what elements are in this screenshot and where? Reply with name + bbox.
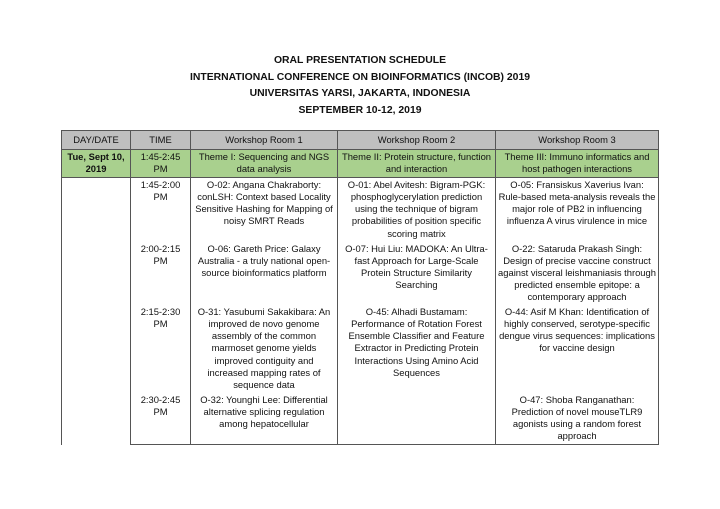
title-line-4: SEPTEMBER 10-12, 2019	[298, 104, 422, 116]
table-row	[62, 178, 659, 242]
header-day: DAY/DATE	[62, 131, 131, 150]
time-cell: 1:45-2:00 PM	[131, 178, 191, 242]
title-line-2: INTERNATIONAL CONFERENCE ON BIOINFORMATICS (INCOB) 2019	[189, 71, 531, 83]
header-time: TIME	[131, 131, 191, 150]
header-room-2: Workshop Room 2	[338, 131, 496, 150]
session-room-1: O-06: Gareth Price: Galaxy Australia - a truly national open-source bioinformatics platform	[191, 242, 338, 305]
table-row	[62, 242, 659, 305]
session-room-2: O-07: Hui Liu: MADOKA: An Ultra-fast Approach for Large-Scale Protein Structure Similarity Searching	[338, 242, 496, 305]
day-cell-empty	[62, 242, 131, 305]
session-room-2: O-45: Alhadi Bustamam: Performance of Rotation Forest Ensemble Classifier and Feature Extractor in Predicting Protein Interactions Using Amino Acid Sequences	[338, 305, 496, 393]
session-room-3: O-22: Sataruda Prakash Singh: Design of precise vaccine construct against visceral leishmaniasis through predicted ensemble epitope: a contemporary approach	[496, 242, 659, 305]
document-title	[0, 53, 720, 119]
table-row	[62, 393, 659, 445]
day-date-cell: Tue, Sept 10, 2019	[62, 150, 131, 178]
header-room-3: Workshop Room 3	[496, 131, 659, 150]
session-room-2: O-01: Abel Avitesh: Bigram-PGK: phosphoglycerylation prediction using the technique of bigram probabilities of position specific scoring matrix	[338, 178, 496, 242]
theme-row	[62, 150, 659, 178]
time-cell: 2:30-2:45 PM	[131, 393, 191, 445]
table-row	[62, 305, 659, 393]
header-row	[62, 131, 659, 150]
day-cell-empty	[62, 305, 131, 393]
theme-room-2: Theme II: Protein structure, function and interaction	[338, 150, 496, 178]
session-room-3: O-44: Asif M Khan: Identification of highly conserved, serotype-specific dengue virus sequences: implications for vaccine design	[496, 305, 659, 393]
time-cell: 2:00-2:15 PM	[131, 242, 191, 305]
schedule-table	[61, 130, 659, 445]
session-room-1: O-31: Yasubumi Sakakibara: An improved de novo genome assembly of the common marmoset genome yields improved contiguity and increased mapping rates of sequence data	[191, 305, 338, 393]
theme-room-3: Theme III: Immuno informatics and host pathogen interactions	[496, 150, 659, 178]
header-room-1: Workshop Room 1	[191, 131, 338, 150]
session-room-2	[338, 393, 496, 445]
session-room-3: O-05: Fransiskus Xaverius Ivan: Rule-based meta-analysis reveals the major role of PB2 in influencing influenza A virus virulence in mice	[496, 178, 659, 242]
title-line-3: UNIVERSITAS YARSI, JAKARTA, INDONESIA	[249, 88, 471, 100]
day-cell-empty	[62, 393, 131, 445]
session-room-1: O-02: Angana Chakraborty: conLSH: Context based Locality Sensitive Hashing for Mapping of noisy SMRT Reads	[191, 178, 338, 242]
theme-room-1: Theme I: Sequencing and NGS data analysis	[191, 150, 338, 178]
title-line-1: ORAL PRESENTATION SCHEDULE	[273, 55, 447, 66]
session-room-3: O-47: Shoba Ranganathan: Prediction of novel mouseTLR9 agonists using a random forest approach	[496, 393, 659, 445]
theme-time-cell: 1:45-2:45 PM	[131, 150, 191, 178]
session-room-1: O-32: Younghi Lee: Differential alternative splicing regulation among hepatocellular	[191, 393, 338, 445]
day-cell-empty	[62, 178, 131, 242]
time-cell: 2:15-2:30 PM	[131, 305, 191, 393]
